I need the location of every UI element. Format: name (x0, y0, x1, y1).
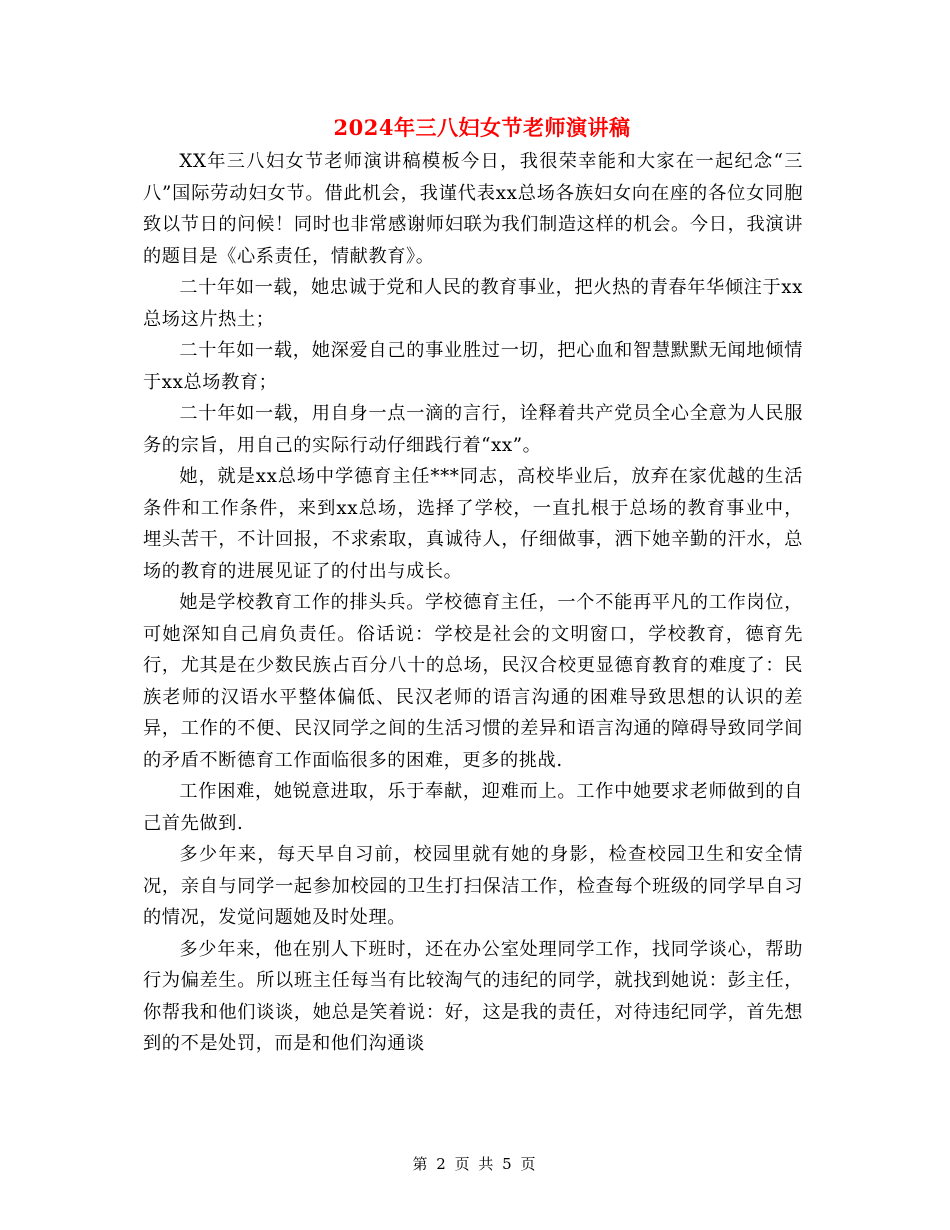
paragraph-9: 多少年来，他在别人下班时，还在办公室处理同学工作，找同学谈心，帮助行为偏差生。所以班主任每当有比较淘气的违纪的同学，就找到她说：彭主任，你帮我和他们谈谈，她总是笑着说：好，这是我的责任，对待违纪同学，首先想到的不是处罚，而是和他们沟通谈 (143, 938, 803, 1054)
paragraph-6: 她是学校教育工作的排头兵。学校德育主任，一个不能再平凡的工作岗位，可她深知自己肩负责任。俗话说：学校是社会的文明窗口，学校教育，德育先行，尤其是在少数民族占百分八十的总场，民汉合校更显德育教育的难度了：民族老师的汉语水平整体偏低、民汉老师的语言沟通的困难导致思想的认识的差异，工作的不便、民汉同学之间的生活习惯的差异和语言沟通的障碍导致同学间的矛盾不断德育工作面临很多的困难，更多的挑战. (143, 592, 803, 771)
paragraph-4: 二十年如一载，用自身一点一滴的言行，诠释着共产党员全心全意为人民服务的宗旨，用自己的实际行动仔细践行着“xx”。 (143, 403, 803, 456)
paragraph-1: XX年三八妇女节老师演讲稿模板今日，我很荣幸能和大家在一起纪念“三八”国际劳动妇女节。借此机会，我谨代表xx总场各族妇女向在座的各位女同胞致以节日的问候！同时也非常感谢师妇联为我们制造这样的机会。今日，我演讲的题目是《心系责任，情献教育》。 (143, 151, 803, 267)
paragraph-5: 她，就是xx总场中学德育主任***同志，高校毕业后，放弃在家优越的生活条件和工作条件，来到xx总场，选择了学校，一直扎根于总场的教育事业中，埋头苦干，不计回报，不求索取，真诚待人，仔细做事，洒下她辛勤的汗水，总场的教育的进展见证了的付出与成长。 (143, 466, 803, 582)
paragraph-7: 工作困难，她锐意进取，乐于奉献，迎难而上。工作中她要求老师做到的自己首先做到. (143, 781, 803, 834)
page-number-footer: 第 2 页 共 5 页 (412, 1155, 538, 1173)
paragraph-3: 二十年如一载，她深爱自己的事业胜过一切，把心血和智慧默默无闻地倾情于xx总场教育； (143, 340, 803, 393)
document-title: 2024年三八妇女节老师演讲稿 (333, 115, 631, 140)
paragraph-8: 多少年来，每天早自习前，校园里就有她的身影，检查校园卫生和安全情况，亲自与同学一起参加校园的卫生打扫保洁工作，检查每个班级的同学早自习的情况，发觉问题她及时处理。 (143, 844, 803, 928)
paragraph-2: 二十年如一载，她忠诚于党和人民的教育事业，把火热的青春年华倾注于xx总场这片热土； (143, 277, 803, 330)
document-body (143, 146, 803, 1060)
